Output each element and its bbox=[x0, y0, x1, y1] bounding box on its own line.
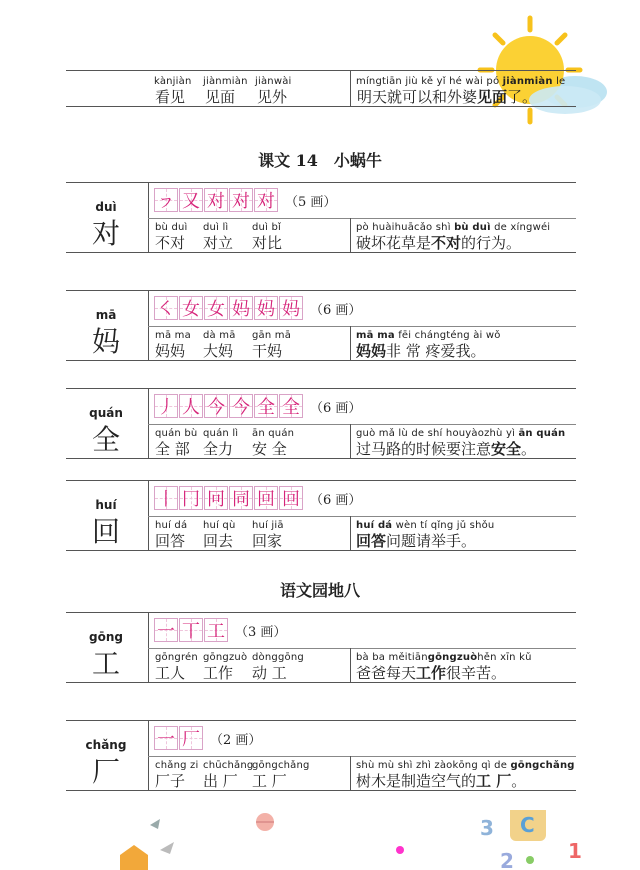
stroke-glyph: 女 bbox=[207, 299, 225, 320]
pinyin-bold: mā ma bbox=[356, 330, 395, 341]
word-pinyin: duì bǐ bbox=[252, 222, 281, 233]
pinyin-bold: gōngzuò bbox=[427, 652, 478, 663]
word-hanzi: 妈妈 bbox=[155, 342, 186, 360]
example-sentence bbox=[357, 86, 537, 107]
stroke-count: （3 画） bbox=[235, 624, 287, 640]
stroke-order bbox=[154, 394, 361, 418]
word-pinyin: gān mā bbox=[252, 330, 292, 341]
sentence-part: 问题请举手。 bbox=[386, 532, 477, 550]
stroke-glyph: 丿 bbox=[157, 397, 175, 418]
stroke-order bbox=[154, 618, 286, 642]
character-hanzi: 对 bbox=[91, 217, 120, 250]
sentence-bold: 工 厂 bbox=[476, 772, 512, 790]
sentence-bold: 工作 bbox=[416, 664, 447, 682]
stroke-count: （5 画） bbox=[285, 194, 337, 210]
stroke-count: （6 画） bbox=[310, 492, 362, 508]
stroke-cell bbox=[154, 486, 178, 510]
stroke-cell bbox=[179, 486, 203, 510]
word-hanzi: 工人 bbox=[155, 664, 186, 682]
stroke-cell bbox=[154, 394, 178, 418]
stroke-cell bbox=[279, 296, 303, 320]
word-hanzi: 回去 bbox=[203, 532, 234, 550]
sentence-part: 非 常 疼爱我。 bbox=[386, 342, 486, 360]
stroke-glyph: 人 bbox=[182, 397, 200, 418]
example-sentence bbox=[356, 438, 536, 459]
stroke-cell bbox=[204, 394, 228, 418]
sentence-part: 。 bbox=[521, 440, 537, 458]
stroke-glyph: 妈 bbox=[282, 299, 300, 320]
stroke-glyph: 一 bbox=[157, 729, 175, 750]
example-sentence bbox=[356, 770, 526, 791]
pinyin-bold: ān quán bbox=[518, 428, 566, 439]
word-hanzi: 工作 bbox=[203, 664, 234, 682]
pinyin-bold: gōngchǎng bbox=[510, 760, 575, 771]
stroke-count: （2 画） bbox=[210, 732, 262, 748]
stroke-order bbox=[154, 296, 361, 320]
example-sentence bbox=[356, 662, 506, 683]
stroke-glyph: 今 bbox=[232, 397, 250, 418]
stroke-cell bbox=[254, 188, 278, 212]
word-pinyin: bù duì bbox=[155, 222, 188, 233]
character-hanzi: 工 bbox=[91, 647, 120, 680]
word-hanzi: 见面 bbox=[205, 88, 236, 106]
stroke-cell bbox=[229, 486, 253, 510]
word-hanzi: 见外 bbox=[257, 88, 288, 106]
character-hanzi: 厂 bbox=[91, 755, 120, 788]
sentence-bold: 妈妈 bbox=[356, 342, 387, 360]
stroke-count: （6 画） bbox=[310, 400, 362, 416]
character-pinyin: quán bbox=[89, 406, 123, 420]
stroke-cell bbox=[229, 188, 253, 212]
stroke-cell bbox=[254, 394, 278, 418]
lesson-title: 课文 14 小蜗牛 bbox=[258, 151, 382, 170]
stroke-glyph: 对 bbox=[232, 191, 250, 212]
stroke-cell bbox=[279, 394, 303, 418]
stroke-cell bbox=[179, 618, 203, 642]
stroke-glyph: 回 bbox=[282, 489, 300, 510]
word-hanzi: 看见 bbox=[155, 88, 186, 106]
stroke-count: （6 画） bbox=[310, 302, 362, 318]
word-pinyin: huí qù bbox=[203, 520, 236, 531]
word-pinyin: duì lì bbox=[203, 222, 229, 233]
svg-text:1: 1 bbox=[568, 839, 582, 863]
word-pinyin: gōngrén bbox=[155, 652, 198, 663]
stroke-glyph: 妈 bbox=[257, 299, 275, 320]
stroke-cell bbox=[204, 296, 228, 320]
character-pinyin: duì bbox=[95, 200, 117, 214]
stroke-glyph: 同 bbox=[232, 489, 250, 510]
stroke-cell bbox=[179, 188, 203, 212]
word-hanzi: 动 工 bbox=[252, 664, 287, 682]
pinyin-part: wèn tí qǐng jǔ shǒu bbox=[392, 520, 495, 531]
word-hanzi: 干妈 bbox=[252, 342, 283, 360]
stroke-glyph: 对 bbox=[257, 191, 275, 212]
stroke-glyph: 女 bbox=[182, 299, 200, 320]
character-pinyin: mā bbox=[95, 308, 117, 322]
character-pinyin: gōng bbox=[89, 630, 123, 644]
word-hanzi: 对立 bbox=[203, 234, 234, 252]
sentence-part: 爸爸每天 bbox=[356, 664, 417, 682]
word-pinyin: kànjiàn bbox=[154, 76, 192, 87]
word-pinyin: jiànmiàn bbox=[203, 76, 248, 87]
pinyin-part: shù mù shì zhì zàokōng qì de bbox=[356, 760, 511, 771]
bottom-decoration bbox=[60, 810, 620, 870]
word-pinyin: dà mā bbox=[203, 330, 236, 341]
word-hanzi: 厂子 bbox=[155, 772, 186, 790]
stroke-cell bbox=[154, 618, 178, 642]
pinyin-part: bà ba měitiān bbox=[356, 652, 428, 663]
stroke-order bbox=[154, 188, 336, 212]
word-hanzi: 对比 bbox=[252, 234, 283, 252]
sentence-part: 明天就可以和外婆 bbox=[357, 88, 478, 106]
word-hanzi: 不对 bbox=[155, 234, 186, 252]
stroke-glyph: ㇷ bbox=[157, 191, 175, 212]
word-pinyin: ān quán bbox=[252, 428, 295, 439]
pinyin-part: hěn xīn kǔ bbox=[477, 652, 532, 663]
word-pinyin: mā ma bbox=[155, 330, 191, 341]
stroke-order bbox=[154, 726, 261, 750]
stroke-cell bbox=[254, 296, 278, 320]
character-hanzi: 全 bbox=[91, 423, 120, 456]
word-pinyin: huí dá bbox=[155, 520, 188, 531]
stroke-glyph: 全 bbox=[257, 397, 275, 418]
pinyin-part: le bbox=[552, 76, 566, 87]
pinyin-part: pò huàihuācǎo shì bbox=[356, 222, 455, 233]
stroke-cell bbox=[229, 296, 253, 320]
word-pinyin: huí jiā bbox=[252, 520, 284, 531]
stroke-cell bbox=[179, 296, 203, 320]
word-pinyin: dònggōng bbox=[252, 652, 304, 663]
pinyin-part: guò mǎ lù de shí houyàozhù yì bbox=[356, 428, 519, 439]
stroke-cell bbox=[254, 486, 278, 510]
stroke-glyph: 冂 bbox=[182, 489, 200, 510]
word-hanzi: 回家 bbox=[252, 532, 283, 550]
pinyin-part: fēi chángténg ài wǒ bbox=[394, 330, 501, 341]
stroke-cell bbox=[204, 618, 228, 642]
section-title-garden: 语文园地八 bbox=[279, 581, 360, 600]
sentence-bold: 不对 bbox=[431, 234, 462, 252]
stroke-glyph: 工 bbox=[207, 621, 225, 642]
word-hanzi: 工 厂 bbox=[252, 772, 287, 790]
svg-text:3: 3 bbox=[480, 816, 494, 840]
stroke-glyph: 丨 bbox=[157, 489, 175, 510]
character-pinyin: huí bbox=[95, 498, 117, 512]
stroke-order bbox=[154, 486, 361, 510]
word-hanzi: 回答 bbox=[155, 532, 186, 550]
example-sentence bbox=[356, 530, 476, 551]
svg-text:C: C bbox=[520, 813, 535, 837]
stroke-glyph: 又 bbox=[182, 191, 200, 212]
stroke-cell bbox=[179, 394, 203, 418]
pinyin-bold: huí dá bbox=[356, 520, 393, 531]
stroke-cell bbox=[204, 486, 228, 510]
example-sentence bbox=[356, 232, 521, 253]
sentence-part: 树木是制造空气的 bbox=[356, 772, 477, 790]
example-sentence bbox=[356, 340, 486, 361]
character-pinyin: chǎng bbox=[85, 738, 127, 752]
stroke-cell bbox=[279, 486, 303, 510]
word-hanzi: 安 全 bbox=[252, 440, 287, 458]
sentence-part: 很辛苦。 bbox=[446, 664, 507, 682]
word-pinyin: gōngzuò bbox=[203, 652, 248, 663]
word-hanzi: 全力 bbox=[203, 440, 234, 458]
sentence-bold: 见面 bbox=[477, 88, 508, 106]
word-hanzi: 全 部 bbox=[155, 440, 190, 458]
pinyin-part: de xíngwéi bbox=[490, 222, 551, 233]
word-pinyin: chǎng zi bbox=[155, 760, 199, 771]
stroke-glyph: 今 bbox=[207, 397, 225, 418]
stroke-cell bbox=[204, 188, 228, 212]
pinyin-bold: jiànmiàn bbox=[502, 76, 553, 87]
word-pinyin: gōngchǎng bbox=[252, 760, 310, 771]
sentence-bold: 回答 bbox=[356, 532, 387, 550]
sentence-part: 过马路的时候要注意 bbox=[356, 440, 492, 458]
stroke-cell bbox=[154, 188, 178, 212]
word-pinyin: chūchǎng bbox=[203, 760, 254, 771]
stroke-glyph: 冋 bbox=[207, 489, 225, 510]
stroke-cell bbox=[179, 726, 203, 750]
stroke-cell bbox=[154, 726, 178, 750]
stroke-glyph: 对 bbox=[207, 191, 225, 212]
word-hanzi: 大妈 bbox=[203, 342, 234, 360]
word-pinyin: quán bù bbox=[155, 428, 198, 439]
stroke-glyph: 厂 bbox=[182, 729, 200, 750]
sentence-part: 破坏花草是 bbox=[356, 234, 432, 252]
stroke-glyph: 回 bbox=[257, 489, 275, 510]
stroke-glyph: 妈 bbox=[232, 299, 250, 320]
sentence-part: 的行为。 bbox=[461, 234, 522, 252]
stroke-glyph: 一 bbox=[157, 621, 175, 642]
sentence-bold: 安全 bbox=[491, 440, 522, 458]
sentence-part: 。 bbox=[511, 772, 527, 790]
character-hanzi: 回 bbox=[91, 515, 120, 548]
word-hanzi: 出 厂 bbox=[203, 772, 238, 790]
svg-text:2: 2 bbox=[500, 849, 514, 870]
stroke-glyph: 全 bbox=[282, 397, 300, 418]
word-pinyin: quán lì bbox=[203, 428, 239, 439]
stroke-glyph: 丅 bbox=[182, 621, 200, 642]
stroke-cell bbox=[229, 394, 253, 418]
stroke-glyph: ㇛ bbox=[157, 299, 175, 320]
stroke-cell bbox=[154, 296, 178, 320]
pinyin-part: míngtiān jiù kě yǐ hé wài pó bbox=[356, 76, 503, 87]
pinyin-bold: bù duì bbox=[454, 222, 491, 233]
character-hanzi: 妈 bbox=[91, 325, 120, 358]
word-pinyin: jiànwài bbox=[255, 76, 292, 87]
sentence-part: 了。 bbox=[507, 88, 538, 106]
